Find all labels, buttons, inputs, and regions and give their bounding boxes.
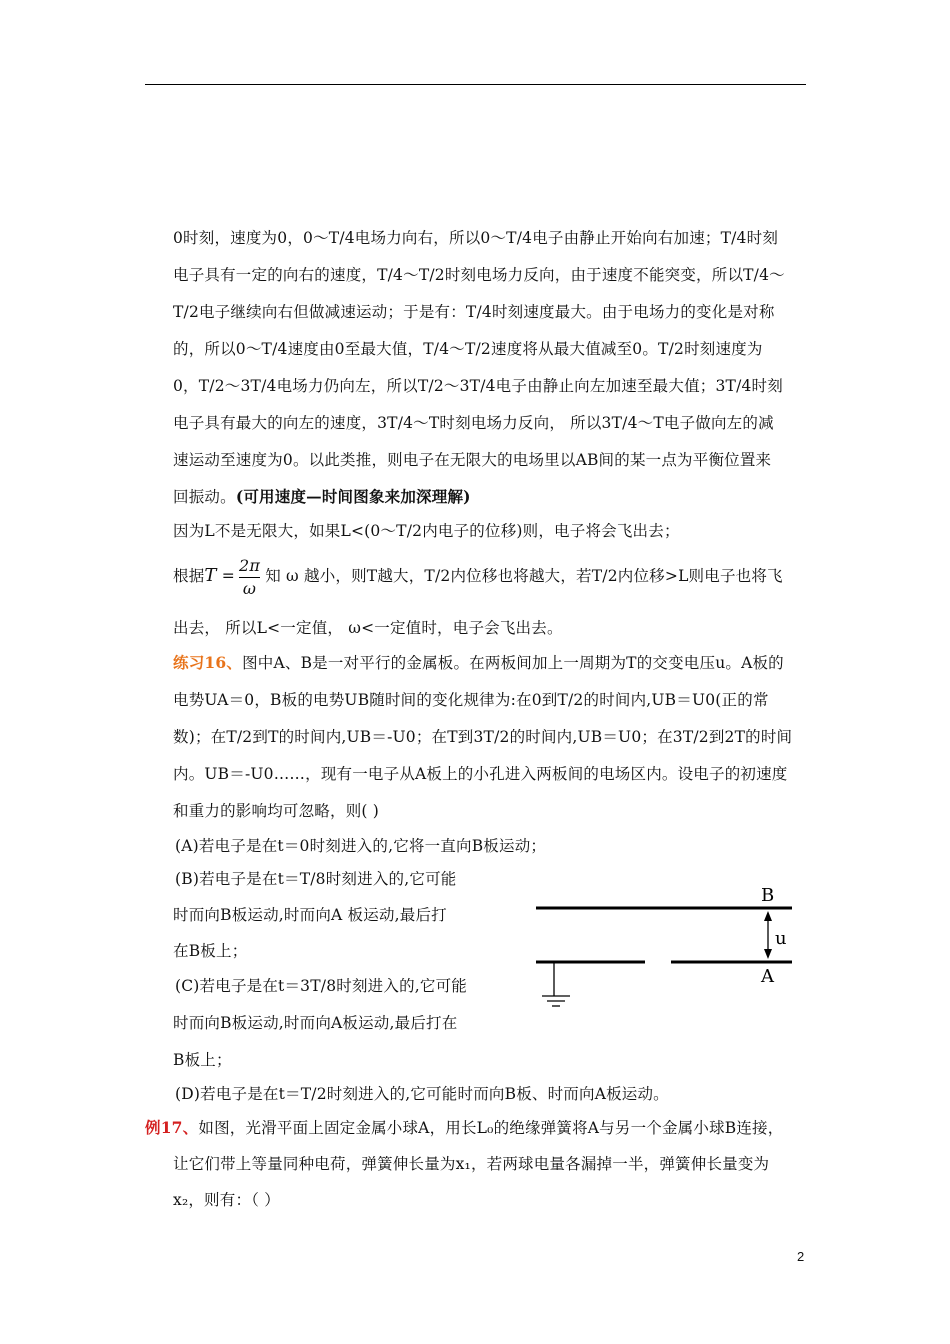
label-a: A (761, 966, 774, 987)
exercise-16-line: 和重力的影响均可忽略，则( ) (173, 802, 380, 820)
arrow-up-icon (764, 911, 772, 921)
example-17-line (145, 1117, 783, 1139)
example-17-line: 让它们带上等量同种电荷，弹簧伸长量为x₁，若两球电量各漏掉一半，弹簧伸长量变为 (173, 1155, 770, 1173)
paragraph-line: 因为L不是无限大，如果L<(0～T/2内电子的位移)则，电子将会飞出去； (173, 522, 680, 540)
paragraph-line: 速运动至速度为0。以此类推，则电子在无限大的电场里以AB间的某一点为平衡位置来 (173, 451, 772, 469)
paragraph-line: T/2电子继续向右但做减速运动；于是有：T/4时刻速度最大。由于电场力的变化是对称 (173, 303, 775, 321)
paragraph-line (173, 486, 471, 508)
paragraph-text: 回振动。 (173, 488, 236, 506)
header-rule (145, 84, 806, 85)
option-b: 在B板上； (173, 942, 248, 960)
paragraph-line: 出去， 所以L<一定值， ω<一定值时，电子会飞出去。 (173, 619, 563, 637)
fraction-denominator: ω (242, 578, 257, 598)
paragraph-line: 的，所以0～T/4速度由0至最大值，T/4～T/2速度将从最大值减至0。T/2时刻速度为 (173, 340, 763, 358)
option-d: (D)若电子是在t＝T/2时刻进入的,它可能时而向B板、时而向A板运动。 (175, 1085, 669, 1103)
option-b: 时而向B板运动,时而向A 板运动,最后打 (173, 906, 447, 924)
arrow-down-icon (764, 949, 772, 959)
example-17-line: x₂，则有：（ ） (173, 1191, 280, 1209)
example-text: 如图，光滑平面上固定金属小球A，用长L₀的绝缘弹簧将A与另一个金属小球B连接， (198, 1119, 784, 1137)
exercise-16-line: 内。UB＝-U0……，现有一电子从A板上的小孔进入两板间的电场区内。设电子的初速度 (173, 765, 788, 783)
option-c: 时而向B板运动,时而向A板运动,最后打在 (173, 1014, 458, 1032)
hint-text: (可用速度—时间图象来加深理解) (235, 487, 471, 506)
exercise-16-line: 电势UA＝0，B板的电势UB随时间的变化规律为:在0到T/2的时间内,UB＝U0(正的常 (173, 691, 769, 709)
exercise-16-line (173, 652, 784, 674)
formula-prefix: 根据 (173, 567, 205, 585)
option-c: (C)若电子是在t＝3T/8时刻进入的,它可能 (175, 977, 467, 995)
paragraph-line: 电子具有最大的向左的速度，3T/4～T时刻电场力反向， 所以3T/4～T电子做向左的减 (173, 414, 774, 432)
formula-eq: = (221, 567, 235, 585)
label-b: B (761, 885, 775, 906)
option-b: (B)若电子是在t＝T/8时刻进入的,它可能 (175, 870, 457, 888)
formula-suffix: 知 ω 越小，则T越大，T/2内位移也将越大，若T/2内位移>L则电子也将飞 (265, 567, 783, 585)
exercise-label: 练习16、 (173, 653, 243, 672)
fraction-bar (239, 577, 260, 578)
parallel-plates-diagram (530, 878, 800, 1008)
example-label: 例17、 (145, 1118, 199, 1137)
exercise-16-line: 数)；在T/2到T的时间内,UB＝-U0；在T到3T/2的时间内,UB＝U0；在3T/2到2T的时间 (173, 728, 793, 746)
page-number: 2 (797, 1249, 805, 1264)
formula-T: T (204, 565, 217, 586)
paragraph-line: 0时刻，速度为0，0～T/4电场力向右，所以0～T/4电子由静止开始向右加速；T/4时刻 (173, 229, 779, 247)
fraction (239, 556, 260, 599)
option-c: B板上； (173, 1051, 232, 1069)
option-a: (A)若电子是在t＝0时刻进入的,它将一直向B板运动； (175, 837, 547, 855)
fraction-numerator: 2π (238, 555, 261, 575)
formula-line (173, 553, 783, 599)
label-u: u (775, 928, 787, 949)
paragraph-line: 电子具有一定的向右的速度，T/4～T/2时刻电场力反向，由于速度不能突变，所以T/4～ (173, 266, 785, 284)
paragraph-line: 0，T/2～3T/4电场力仍向左，所以T/2～3T/4电子由静止向左加速至最大值；3T/4时刻 (173, 377, 783, 395)
exercise-text: 图中A、B是一对平行的金属板。在两板间加上一周期为T的交变电压u。A板的 (242, 654, 784, 672)
